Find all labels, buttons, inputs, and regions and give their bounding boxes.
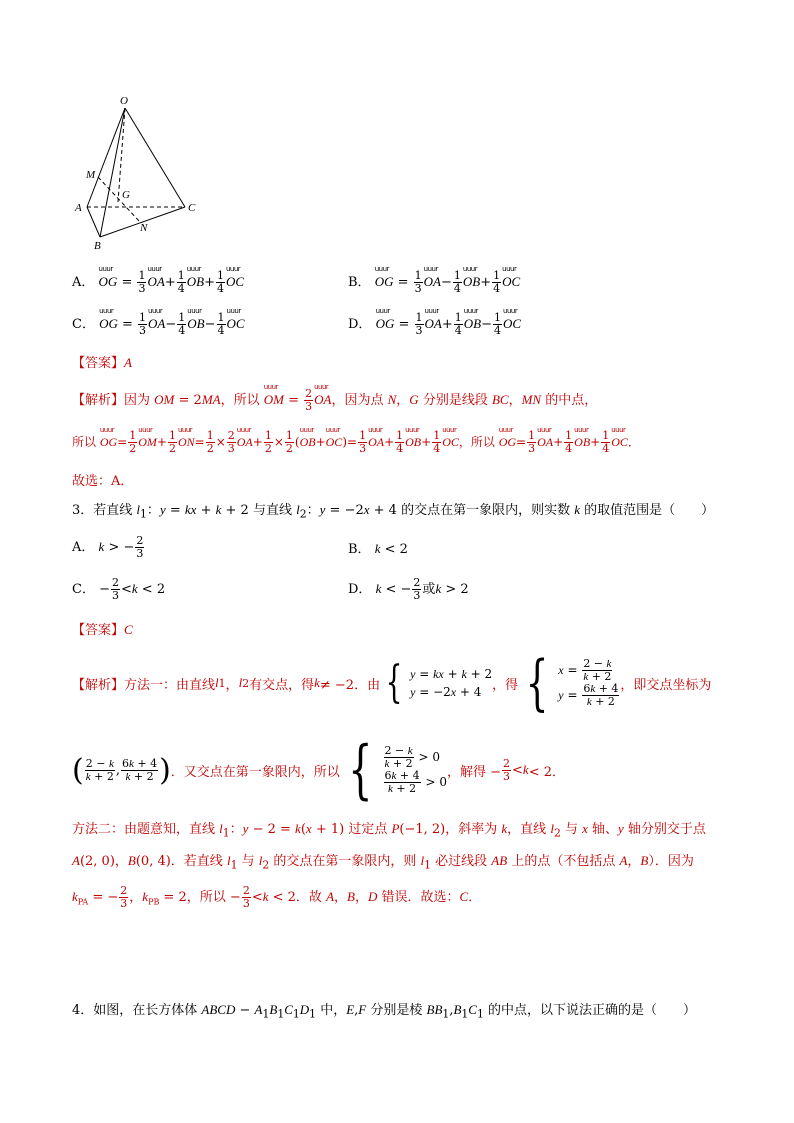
q2-option-c: C． uuur OG = $\frac{1}{3}$ uuur OA− $\frac{1}{4}$ uuur OB− $\frac{1}{4}$ uuur OC: [72, 312, 245, 337]
q2-analysis-line1: 【解析】因为 OM = 2MA，所以 uuur OM = $\frac{2}{3}$ uuur OA，因为点 N，G 分别是线段 BC，MN 的中点，: [72, 388, 597, 413]
q2-option-a: A． uuur OG = $\frac{1}{3}$ uuur OA+ $\frac{1}{4}$ uuur OB+ $\frac{1}{4}$ uuur OC: [72, 270, 244, 295]
q2-conclusion: 故选：A．: [72, 474, 134, 489]
label-b: B: [94, 240, 101, 252]
q3-analysis-method2-line3: $k_{PA}$ = − $\frac{2}{3}$ ，$k_{PB} = 2$，所以 − $\frac{2}{3}$ <k < 2．故 A，B，D 错误．故选：C．: [72, 884, 482, 910]
label-o: O: [120, 95, 128, 107]
q3-analysis-method1: 【解析】 方法一：由直线 l 1 ， l 2 有交点，得 k ≠ −2．由 { y = kx + k + 2 y = −2x + 4 ，得 { x = $\frac{2 - k}{k + 2}$ y = $\frac{6k + 4}{k + 2}$ ，即交点坐标为: [72, 648, 712, 718]
q2-analysis-line2: 所以 uuur OG= $\frac{1}{2}$ uuur OM+ $\frac{1}{2}$ uuur ON= $\frac{1}{2}$ × $\frac{2}{3}$ uuur OA+ $\frac{1}{2}$ × $\frac{1}{2}$ (uuur OB+uuur OC)= $\frac{1}{3}$ uuur OA+ $\frac{1}{4}$ uuur OB+ $\frac{1}{4}$ uuur OC，所以 uuur OG= $\frac{1}{3}$ uuur OA+ $\frac{1}{4}$ uuur OB+ $\frac{1}{4}$ uuur OC．: [72, 430, 640, 455]
q3-option-b: B． k < 2: [348, 541, 408, 557]
q3-analysis-method1-cont: ( $\frac{2 - k}{k + 2}$ , $\frac{6k + 4}{k + 2}$ ) ．又交点在第一象限内，所以 { $\frac{2 - k}{k + 2}$ > 0 $\frac{6k + 4}{k + 2}$ > 0 ，解得 − $\frac{2}{3}$ < k < 2．: [72, 733, 565, 807]
q3-option-a: A． k > − $\frac{2}{3}$: [72, 534, 144, 560]
q3-option-c: C． − $\frac{2}{3}$ <k < 2: [72, 576, 166, 602]
q3-stem: 3．若直线 $l_1$：y = kx + k + 2 与直线 $l_2$：y = −2x + 4 的交点在第一象限内，则实数 k 的取值范围是（ ）: [72, 502, 715, 521]
label-m: M: [86, 169, 96, 181]
q3-analysis-method2-line1: 方法二：由题意知，直线 $l_1$：y − 2 = k(x + 1) 过定点 P(−1, 2)，斜率为 k，直线 $l_2$ 与 x 轴、y 轴分别交于点: [72, 821, 706, 840]
tetrahedron-figure: [70, 92, 210, 252]
q2-answer: 【答案】A: [72, 355, 132, 371]
q3-option-d: D． k < − $\frac{2}{3}$ 或k > 2: [348, 576, 469, 602]
q3-answer: 【答案】C: [72, 622, 133, 638]
label-g: G: [122, 189, 130, 201]
label-a: A: [75, 202, 82, 214]
label-c: C: [188, 202, 196, 214]
q2-option-b: B． uuur OG = $\frac{1}{3}$ uuur OA− $\frac{1}{4}$ uuur OB+ $\frac{1}{4}$ uuur OC: [348, 270, 520, 295]
label-n: N: [140, 222, 148, 234]
q2-option-d: D． uuur OG = $\frac{1}{3}$ uuur OA+ $\frac{1}{4}$ uuur OB− $\frac{1}{4}$ uuur OC: [348, 312, 521, 337]
q4-stem: 4．如图，在长方体体 ABCD − $A_1B_1C_1D_1$ 中，E,F 分别是棱 $BB_1,B_1C_1$ 的中点，以下说法正确的是（ ）: [72, 1002, 696, 1021]
q3-analysis-method2-line2: A(2, 0)，B(0, 4)．若直线 $l_1$ 与 $l_2$ 的交点在第一象限内，则 $l_1$ 必过线段 AB 上的点（不包括点 A，B）．因为: [72, 853, 694, 872]
